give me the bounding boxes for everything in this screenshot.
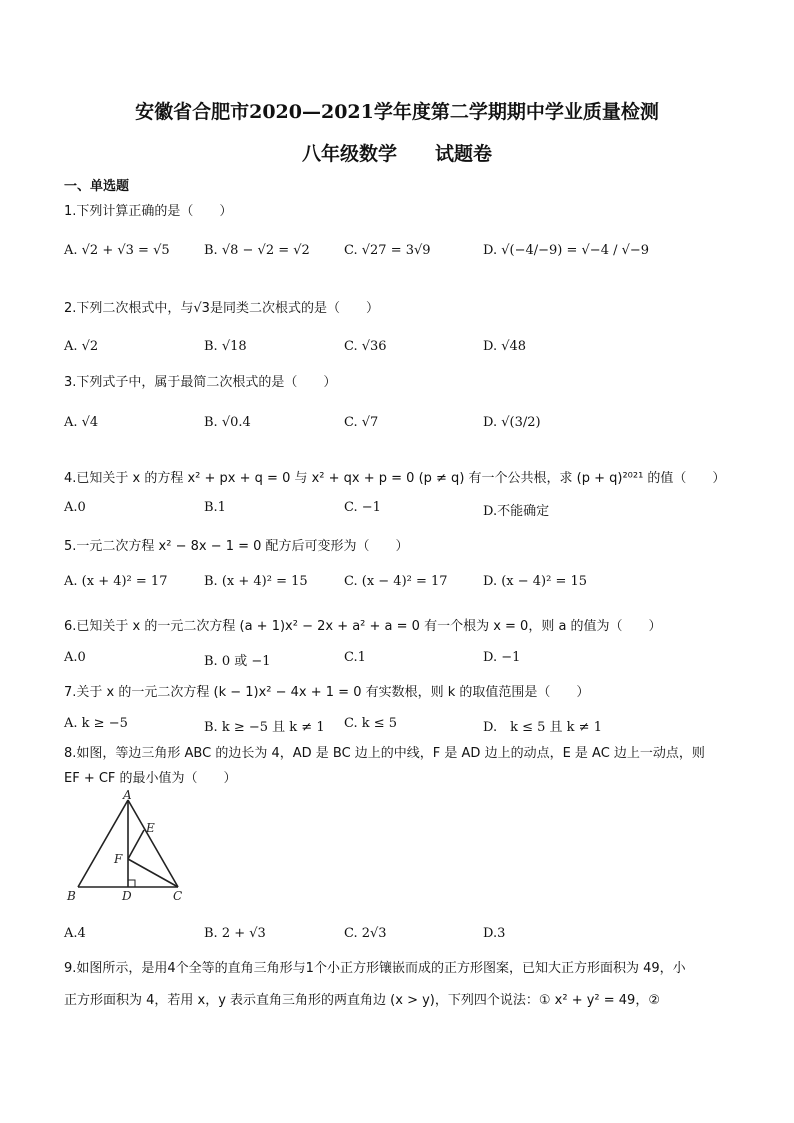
label-c: C (173, 889, 183, 903)
q3-option-b: B. √0.4 (204, 415, 251, 430)
q3-option-a: A. √4 (64, 415, 99, 430)
question-9-stem-line2: 正方形面积为 4，若用 x，y 表示直角三角形的两直角边 (x > y)，下列四个说法：① x² + y² = 49，② (64, 993, 660, 1008)
q6-option-b: B. 0 或 −1 (204, 654, 271, 669)
q1-option-a: A. √2 + √3 = √5 (64, 243, 170, 258)
question-7-stem: 7.关于 x 的一元二次方程 (k − 1)x² − 4x + 1 = 0 有实数根，则 k 的取值范围是（ ） (64, 685, 590, 700)
q7-option-b: B. k ≥ −5 且 k ≠ 1 (204, 720, 325, 735)
question-9-stem: 9.如图所示，是用4个全等的直角三角形与1个小正方形镶嵌而成的正方形图案，已知大正方形面积为 49，小 (64, 961, 686, 976)
q3-option-d: D. √(3/2) (483, 415, 541, 430)
q7-option-a: A. k ≥ −5 (64, 716, 128, 731)
label-a: A (123, 790, 132, 802)
question-3-stem: 3.下列式子中，属于最简二次根式的是（ ） (64, 375, 337, 390)
label-f: F (114, 852, 123, 866)
q5-option-d: D. (x − 4)² = 15 (483, 574, 588, 589)
q1-option-c: C. √27 = 3√9 (344, 243, 431, 258)
label-b: B (67, 889, 76, 903)
q4-option-a: A.0 (64, 500, 86, 515)
side-ab (78, 800, 128, 887)
q8-option-b: B. 2 + √3 (204, 926, 266, 941)
q4-option-c: C. −1 (344, 500, 381, 515)
question-1-stem: 1.下列计算正确的是（ ） (64, 204, 233, 219)
q5-option-b: B. (x + 4)² = 15 (204, 574, 308, 589)
question-8-stem: 8.如图，等边三角形 ABC 的边长为 4，AD 是 BC 边上的中线，F 是 AD 边上的动点，E 是 AC 边上一动点，则 (64, 746, 705, 761)
section-heading: 一、单选题 (64, 179, 130, 194)
q2-option-a: A. √2 (64, 339, 99, 354)
q8-option-a: A.4 (64, 926, 86, 941)
q3-option-c: C. √7 (344, 415, 379, 430)
triangle-figure (62, 790, 192, 905)
q6-option-a: A.0 (64, 650, 86, 665)
q5-option-c: C. (x − 4)² = 17 (344, 574, 448, 589)
q7-option-d: D. k ≤ 5 且 k ≠ 1 (483, 720, 602, 735)
q4-option-b: B.1 (204, 500, 226, 515)
question-5-stem: 5.一元二次方程 x² − 8x − 1 = 0 配方后可变形为（ ） (64, 539, 409, 554)
q4-option-d: D.不能确定 (483, 504, 550, 519)
q2-option-b: B. √18 (204, 339, 247, 354)
q1-option-d: D. √(−4/−9) = √−4 / √−9 (483, 243, 650, 258)
label-d: D (122, 889, 132, 903)
question-4-stem: 4.已知关于 x 的方程 x² + px + q = 0 与 x² + qx + p = 0 (p ≠ q) 有一个公共根，求 (p + q)²⁰²¹ 的值（ ） (64, 471, 726, 486)
q1-option-b: B. √8 − √2 = √2 (204, 243, 310, 258)
page-subtitle: 八年级数学 试题卷 (301, 143, 492, 165)
label-e: E (146, 821, 155, 835)
q5-option-a: A. (x + 4)² = 17 (64, 574, 168, 589)
q2-option-d: D. √48 (483, 339, 527, 354)
question-2-stem: 2.下列二次根式中，与√3是同类二次根式的是（ ） (64, 301, 379, 316)
side-ac (128, 800, 178, 887)
q8-option-c: C. 2√3 (344, 926, 387, 941)
q6-option-c: C.1 (344, 650, 366, 665)
question-8-stem-line2: EF + CF 的最小值为（ ） (64, 771, 237, 786)
q7-option-c: C. k ≤ 5 (344, 716, 398, 731)
question-6-stem: 6.已知关于 x 的一元二次方程 (a + 1)x² − 2x + a² + a = 0 有一个根为 x = 0，则 a 的值为（ ） (64, 619, 662, 634)
q2-option-c: C. √36 (344, 339, 387, 354)
q6-option-d: D. −1 (483, 650, 521, 665)
page-title: 安徽省合肥市2020—2021学年度第二学期期中学业质量检测 (135, 101, 659, 123)
q8-option-d: D.3 (483, 926, 506, 941)
segment-fe (128, 830, 144, 859)
right-angle-mark (128, 880, 135, 887)
